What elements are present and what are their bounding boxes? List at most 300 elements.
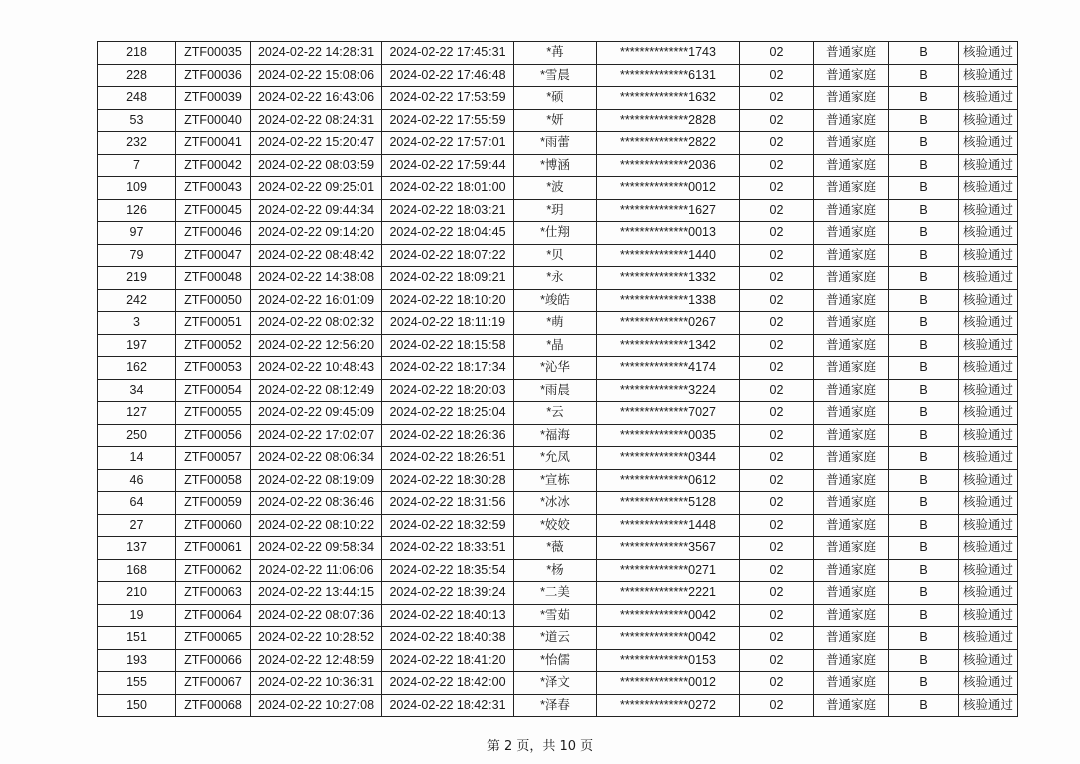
grade-cell: B (889, 42, 959, 65)
code-cell: ZTF00057 (176, 447, 251, 470)
verify-time-cell: 2024-02-22 18:03:21 (382, 199, 514, 222)
household-type-cell: 普通家庭 (814, 379, 889, 402)
seq-cell: 46 (98, 469, 176, 492)
id-number-cell: **************0035 (597, 424, 740, 447)
category-code-cell: 02 (740, 334, 814, 357)
name-cell: *怡儒 (514, 649, 597, 672)
table-row (98, 672, 1018, 695)
id-number-cell: **************1632 (597, 87, 740, 110)
submit-time-cell: 2024-02-22 08:12:49 (251, 379, 382, 402)
name-cell: *晶 (514, 334, 597, 357)
name-cell: *泽文 (514, 672, 597, 695)
seq-cell: 7 (98, 154, 176, 177)
table-row (98, 447, 1018, 470)
code-cell: ZTF00048 (176, 267, 251, 290)
grade-cell: B (889, 604, 959, 627)
submit-time-cell: 2024-02-22 08:48:42 (251, 244, 382, 267)
submit-time-cell: 2024-02-22 10:28:52 (251, 627, 382, 650)
name-cell: *苒 (514, 42, 597, 65)
code-cell: ZTF00066 (176, 649, 251, 672)
table-row (98, 357, 1018, 380)
seq-cell: 151 (98, 627, 176, 650)
table-row (98, 604, 1018, 627)
verify-time-cell: 2024-02-22 18:15:58 (382, 334, 514, 357)
household-type-cell: 普通家庭 (814, 514, 889, 537)
id-number-cell: **************6131 (597, 64, 740, 87)
grade-cell: B (889, 672, 959, 695)
submit-time-cell: 2024-02-22 08:07:36 (251, 604, 382, 627)
verify-time-cell: 2024-02-22 17:59:44 (382, 154, 514, 177)
table-row (98, 649, 1018, 672)
id-number-cell: **************1448 (597, 514, 740, 537)
category-code-cell: 02 (740, 424, 814, 447)
category-code-cell: 02 (740, 537, 814, 560)
id-number-cell: **************0271 (597, 559, 740, 582)
grade-cell: B (889, 109, 959, 132)
name-cell: *硕 (514, 87, 597, 110)
name-cell: *雪茹 (514, 604, 597, 627)
table-row (98, 87, 1018, 110)
verify-time-cell: 2024-02-22 17:46:48 (382, 64, 514, 87)
grade-cell: B (889, 514, 959, 537)
code-cell: ZTF00035 (176, 42, 251, 65)
status-cell: 核验通过 (959, 132, 1018, 155)
status-cell: 核验通过 (959, 177, 1018, 200)
grade-cell: B (889, 87, 959, 110)
table-row (98, 177, 1018, 200)
seq-cell: 232 (98, 132, 176, 155)
household-type-cell: 普通家庭 (814, 694, 889, 717)
table-body (98, 42, 1018, 717)
submit-time-cell: 2024-02-22 08:19:09 (251, 469, 382, 492)
code-cell: ZTF00046 (176, 222, 251, 245)
category-code-cell: 02 (740, 87, 814, 110)
category-code-cell: 02 (740, 357, 814, 380)
category-code-cell: 02 (740, 64, 814, 87)
id-number-cell: **************3224 (597, 379, 740, 402)
id-number-cell: **************0272 (597, 694, 740, 717)
seq-cell: 53 (98, 109, 176, 132)
household-type-cell: 普通家庭 (814, 537, 889, 560)
name-cell: *波 (514, 177, 597, 200)
household-type-cell: 普通家庭 (814, 132, 889, 155)
id-number-cell: **************0344 (597, 447, 740, 470)
name-cell: *雨蕾 (514, 132, 597, 155)
table-row (98, 222, 1018, 245)
code-cell: ZTF00039 (176, 87, 251, 110)
name-cell: *沁华 (514, 357, 597, 380)
submit-time-cell: 2024-02-22 08:24:31 (251, 109, 382, 132)
status-cell: 核验通过 (959, 379, 1018, 402)
code-cell: ZTF00059 (176, 492, 251, 515)
household-type-cell: 普通家庭 (814, 582, 889, 605)
submit-time-cell: 2024-02-22 09:58:34 (251, 537, 382, 560)
name-cell: *泽春 (514, 694, 597, 717)
grade-cell: B (889, 132, 959, 155)
grade-cell: B (889, 447, 959, 470)
verify-time-cell: 2024-02-22 18:07:22 (382, 244, 514, 267)
table-row (98, 334, 1018, 357)
status-cell: 核验通过 (959, 424, 1018, 447)
submit-time-cell: 2024-02-22 11:06:06 (251, 559, 382, 582)
name-cell: *雪晨 (514, 64, 597, 87)
category-code-cell: 02 (740, 559, 814, 582)
verify-time-cell: 2024-02-22 18:10:20 (382, 289, 514, 312)
category-code-cell: 02 (740, 627, 814, 650)
verify-time-cell: 2024-02-22 18:20:03 (382, 379, 514, 402)
submit-time-cell: 2024-02-22 08:10:22 (251, 514, 382, 537)
table-row (98, 132, 1018, 155)
verify-time-cell: 2024-02-22 18:41:20 (382, 649, 514, 672)
id-number-cell: **************2036 (597, 154, 740, 177)
verify-time-cell: 2024-02-22 18:11:19 (382, 312, 514, 335)
grade-cell: B (889, 357, 959, 380)
code-cell: ZTF00060 (176, 514, 251, 537)
grade-cell: B (889, 289, 959, 312)
code-cell: ZTF00050 (176, 289, 251, 312)
submit-time-cell: 2024-02-22 10:36:31 (251, 672, 382, 695)
code-cell: ZTF00051 (176, 312, 251, 335)
table-row (98, 109, 1018, 132)
seq-cell: 162 (98, 357, 176, 380)
id-number-cell: **************0013 (597, 222, 740, 245)
page-footer: 第 2 页，共 10 页 (486, 739, 594, 754)
seq-cell: 197 (98, 334, 176, 357)
status-cell: 核验通过 (959, 64, 1018, 87)
code-cell: ZTF00036 (176, 64, 251, 87)
status-cell: 核验通过 (959, 694, 1018, 717)
name-cell: *宣栋 (514, 469, 597, 492)
grade-cell: B (889, 694, 959, 717)
household-type-cell: 普通家庭 (814, 492, 889, 515)
table-row (98, 64, 1018, 87)
verify-time-cell: 2024-02-22 18:26:51 (382, 447, 514, 470)
name-cell: *道云 (514, 627, 597, 650)
household-type-cell: 普通家庭 (814, 424, 889, 447)
table-row (98, 537, 1018, 560)
verify-time-cell: 2024-02-22 18:25:04 (382, 402, 514, 425)
household-type-cell: 普通家庭 (814, 222, 889, 245)
grade-cell: B (889, 379, 959, 402)
id-number-cell: **************3567 (597, 537, 740, 560)
name-cell: *薇 (514, 537, 597, 560)
submit-time-cell: 2024-02-22 14:28:31 (251, 42, 382, 65)
table-row (98, 267, 1018, 290)
code-cell: ZTF00065 (176, 627, 251, 650)
name-cell: *云 (514, 402, 597, 425)
status-cell: 核验通过 (959, 649, 1018, 672)
name-cell: *竣皓 (514, 289, 597, 312)
name-cell: *萌 (514, 312, 597, 335)
category-code-cell: 02 (740, 312, 814, 335)
name-cell: *玥 (514, 199, 597, 222)
table-row (98, 694, 1018, 717)
id-number-cell: **************2221 (597, 582, 740, 605)
code-cell: ZTF00053 (176, 357, 251, 380)
grade-cell: B (889, 64, 959, 87)
grade-cell: B (889, 537, 959, 560)
submit-time-cell: 2024-02-22 09:45:09 (251, 402, 382, 425)
status-cell: 核验通过 (959, 199, 1018, 222)
seq-cell: 14 (98, 447, 176, 470)
status-cell: 核验通过 (959, 289, 1018, 312)
verify-time-cell: 2024-02-22 18:09:21 (382, 267, 514, 290)
category-code-cell: 02 (740, 672, 814, 695)
category-code-cell: 02 (740, 42, 814, 65)
id-number-cell: **************0612 (597, 469, 740, 492)
id-number-cell: **************0042 (597, 627, 740, 650)
code-cell: ZTF00064 (176, 604, 251, 627)
seq-cell: 168 (98, 559, 176, 582)
seq-cell: 126 (98, 199, 176, 222)
household-type-cell: 普通家庭 (814, 267, 889, 290)
verify-time-cell: 2024-02-22 18:26:36 (382, 424, 514, 447)
id-number-cell: **************1440 (597, 244, 740, 267)
id-number-cell: **************1332 (597, 267, 740, 290)
category-code-cell: 02 (740, 289, 814, 312)
code-cell: ZTF00041 (176, 132, 251, 155)
grade-cell: B (889, 649, 959, 672)
status-cell: 核验通过 (959, 537, 1018, 560)
seq-cell: 193 (98, 649, 176, 672)
submit-time-cell: 2024-02-22 12:48:59 (251, 649, 382, 672)
id-number-cell: **************0042 (597, 604, 740, 627)
status-cell: 核验通过 (959, 469, 1018, 492)
name-cell: *妍 (514, 109, 597, 132)
name-cell: *姣姣 (514, 514, 597, 537)
household-type-cell: 普通家庭 (814, 672, 889, 695)
submit-time-cell: 2024-02-22 14:38:08 (251, 267, 382, 290)
household-type-cell: 普通家庭 (814, 469, 889, 492)
household-type-cell: 普通家庭 (814, 627, 889, 650)
submit-time-cell: 2024-02-22 12:56:20 (251, 334, 382, 357)
category-code-cell: 02 (740, 222, 814, 245)
name-cell: *永 (514, 267, 597, 290)
table-row (98, 424, 1018, 447)
grade-cell: B (889, 627, 959, 650)
table-row (98, 199, 1018, 222)
status-cell: 核验通过 (959, 244, 1018, 267)
seq-cell: 250 (98, 424, 176, 447)
household-type-cell: 普通家庭 (814, 357, 889, 380)
submit-time-cell: 2024-02-22 13:44:15 (251, 582, 382, 605)
verify-time-cell: 2024-02-22 18:30:28 (382, 469, 514, 492)
id-number-cell: **************0267 (597, 312, 740, 335)
id-number-cell: **************2828 (597, 109, 740, 132)
category-code-cell: 02 (740, 582, 814, 605)
code-cell: ZTF00052 (176, 334, 251, 357)
seq-cell: 109 (98, 177, 176, 200)
status-cell: 核验通过 (959, 514, 1018, 537)
submit-time-cell: 2024-02-22 16:01:09 (251, 289, 382, 312)
household-type-cell: 普通家庭 (814, 559, 889, 582)
submit-time-cell: 2024-02-22 09:25:01 (251, 177, 382, 200)
seq-cell: 97 (98, 222, 176, 245)
id-number-cell: **************2822 (597, 132, 740, 155)
id-number-cell: **************5128 (597, 492, 740, 515)
id-number-cell: **************4174 (597, 357, 740, 380)
verify-time-cell: 2024-02-22 18:39:24 (382, 582, 514, 605)
seq-cell: 3 (98, 312, 176, 335)
household-type-cell: 普通家庭 (814, 177, 889, 200)
seq-cell: 248 (98, 87, 176, 110)
grade-cell: B (889, 492, 959, 515)
seq-cell: 64 (98, 492, 176, 515)
table-row (98, 514, 1018, 537)
household-type-cell: 普通家庭 (814, 154, 889, 177)
verify-time-cell: 2024-02-22 17:57:01 (382, 132, 514, 155)
verify-time-cell: 2024-02-22 18:32:59 (382, 514, 514, 537)
submit-time-cell: 2024-02-22 10:48:43 (251, 357, 382, 380)
code-cell: ZTF00067 (176, 672, 251, 695)
household-type-cell: 普通家庭 (814, 604, 889, 627)
category-code-cell: 02 (740, 379, 814, 402)
household-type-cell: 普通家庭 (814, 447, 889, 470)
grade-cell: B (889, 222, 959, 245)
status-cell: 核验通过 (959, 627, 1018, 650)
status-cell: 核验通过 (959, 492, 1018, 515)
code-cell: ZTF00045 (176, 199, 251, 222)
category-code-cell: 02 (740, 199, 814, 222)
category-code-cell: 02 (740, 244, 814, 267)
submit-time-cell: 2024-02-22 08:03:59 (251, 154, 382, 177)
table-row (98, 402, 1018, 425)
code-cell: ZTF00061 (176, 537, 251, 560)
submit-time-cell: 2024-02-22 15:08:06 (251, 64, 382, 87)
category-code-cell: 02 (740, 514, 814, 537)
seq-cell: 218 (98, 42, 176, 65)
status-cell: 核验通过 (959, 357, 1018, 380)
status-cell: 核验通过 (959, 672, 1018, 695)
status-cell: 核验通过 (959, 154, 1018, 177)
seq-cell: 27 (98, 514, 176, 537)
household-type-cell: 普通家庭 (814, 312, 889, 335)
status-cell: 核验通过 (959, 402, 1018, 425)
verify-time-cell: 2024-02-22 18:31:56 (382, 492, 514, 515)
submit-time-cell: 2024-02-22 09:14:20 (251, 222, 382, 245)
table-row (98, 582, 1018, 605)
grade-cell: B (889, 199, 959, 222)
household-type-cell: 普通家庭 (814, 244, 889, 267)
category-code-cell: 02 (740, 154, 814, 177)
status-cell: 核验通过 (959, 582, 1018, 605)
category-code-cell: 02 (740, 604, 814, 627)
category-code-cell: 02 (740, 177, 814, 200)
household-type-cell: 普通家庭 (814, 42, 889, 65)
grade-cell: B (889, 424, 959, 447)
name-cell: *福海 (514, 424, 597, 447)
table-row (98, 627, 1018, 650)
code-cell: ZTF00040 (176, 109, 251, 132)
grade-cell: B (889, 469, 959, 492)
seq-cell: 19 (98, 604, 176, 627)
name-cell: *贝 (514, 244, 597, 267)
code-cell: ZTF00043 (176, 177, 251, 200)
verify-time-cell: 2024-02-22 18:35:54 (382, 559, 514, 582)
name-cell: *博涵 (514, 154, 597, 177)
status-cell: 核验通过 (959, 222, 1018, 245)
table-row (98, 469, 1018, 492)
seq-cell: 219 (98, 267, 176, 290)
name-cell: *仕翔 (514, 222, 597, 245)
grade-cell: B (889, 334, 959, 357)
name-cell: *二美 (514, 582, 597, 605)
seq-cell: 150 (98, 694, 176, 717)
table-row (98, 559, 1018, 582)
verify-time-cell: 2024-02-22 18:04:45 (382, 222, 514, 245)
household-type-cell: 普通家庭 (814, 109, 889, 132)
status-cell: 核验通过 (959, 559, 1018, 582)
category-code-cell: 02 (740, 694, 814, 717)
table-row (98, 244, 1018, 267)
name-cell: *冰冰 (514, 492, 597, 515)
table-row (98, 312, 1018, 335)
name-cell: *允凤 (514, 447, 597, 470)
records-table (97, 41, 1018, 717)
status-cell: 核验通过 (959, 334, 1018, 357)
status-cell: 核验通过 (959, 447, 1018, 470)
status-cell: 核验通过 (959, 267, 1018, 290)
category-code-cell: 02 (740, 447, 814, 470)
verify-time-cell: 2024-02-22 18:01:00 (382, 177, 514, 200)
code-cell: ZTF00047 (176, 244, 251, 267)
submit-time-cell: 2024-02-22 08:02:32 (251, 312, 382, 335)
seq-cell: 242 (98, 289, 176, 312)
household-type-cell: 普通家庭 (814, 649, 889, 672)
category-code-cell: 02 (740, 132, 814, 155)
category-code-cell: 02 (740, 469, 814, 492)
id-number-cell: **************1338 (597, 289, 740, 312)
status-cell: 核验通过 (959, 604, 1018, 627)
id-number-cell: **************0012 (597, 672, 740, 695)
grade-cell: B (889, 402, 959, 425)
id-number-cell: **************1627 (597, 199, 740, 222)
verify-time-cell: 2024-02-22 18:42:00 (382, 672, 514, 695)
id-number-cell: **************1342 (597, 334, 740, 357)
status-cell: 核验通过 (959, 87, 1018, 110)
grade-cell: B (889, 559, 959, 582)
submit-time-cell: 2024-02-22 08:36:46 (251, 492, 382, 515)
verify-time-cell: 2024-02-22 17:45:31 (382, 42, 514, 65)
household-type-cell: 普通家庭 (814, 402, 889, 425)
category-code-cell: 02 (740, 267, 814, 290)
name-cell: *杨 (514, 559, 597, 582)
seq-cell: 79 (98, 244, 176, 267)
seq-cell: 137 (98, 537, 176, 560)
submit-time-cell: 2024-02-22 10:27:08 (251, 694, 382, 717)
table-row (98, 492, 1018, 515)
code-cell: ZTF00062 (176, 559, 251, 582)
household-type-cell: 普通家庭 (814, 289, 889, 312)
verify-time-cell: 2024-02-22 18:17:34 (382, 357, 514, 380)
submit-time-cell: 2024-02-22 15:20:47 (251, 132, 382, 155)
name-cell: *雨晨 (514, 379, 597, 402)
table-row (98, 42, 1018, 65)
status-cell: 核验通过 (959, 109, 1018, 132)
id-number-cell: **************7027 (597, 402, 740, 425)
seq-cell: 228 (98, 64, 176, 87)
household-type-cell: 普通家庭 (814, 64, 889, 87)
category-code-cell: 02 (740, 649, 814, 672)
verify-time-cell: 2024-02-22 17:55:59 (382, 109, 514, 132)
table-row (98, 379, 1018, 402)
grade-cell: B (889, 582, 959, 605)
seq-cell: 127 (98, 402, 176, 425)
table-row (98, 289, 1018, 312)
grade-cell: B (889, 177, 959, 200)
seq-cell: 155 (98, 672, 176, 695)
id-number-cell: **************1743 (597, 42, 740, 65)
